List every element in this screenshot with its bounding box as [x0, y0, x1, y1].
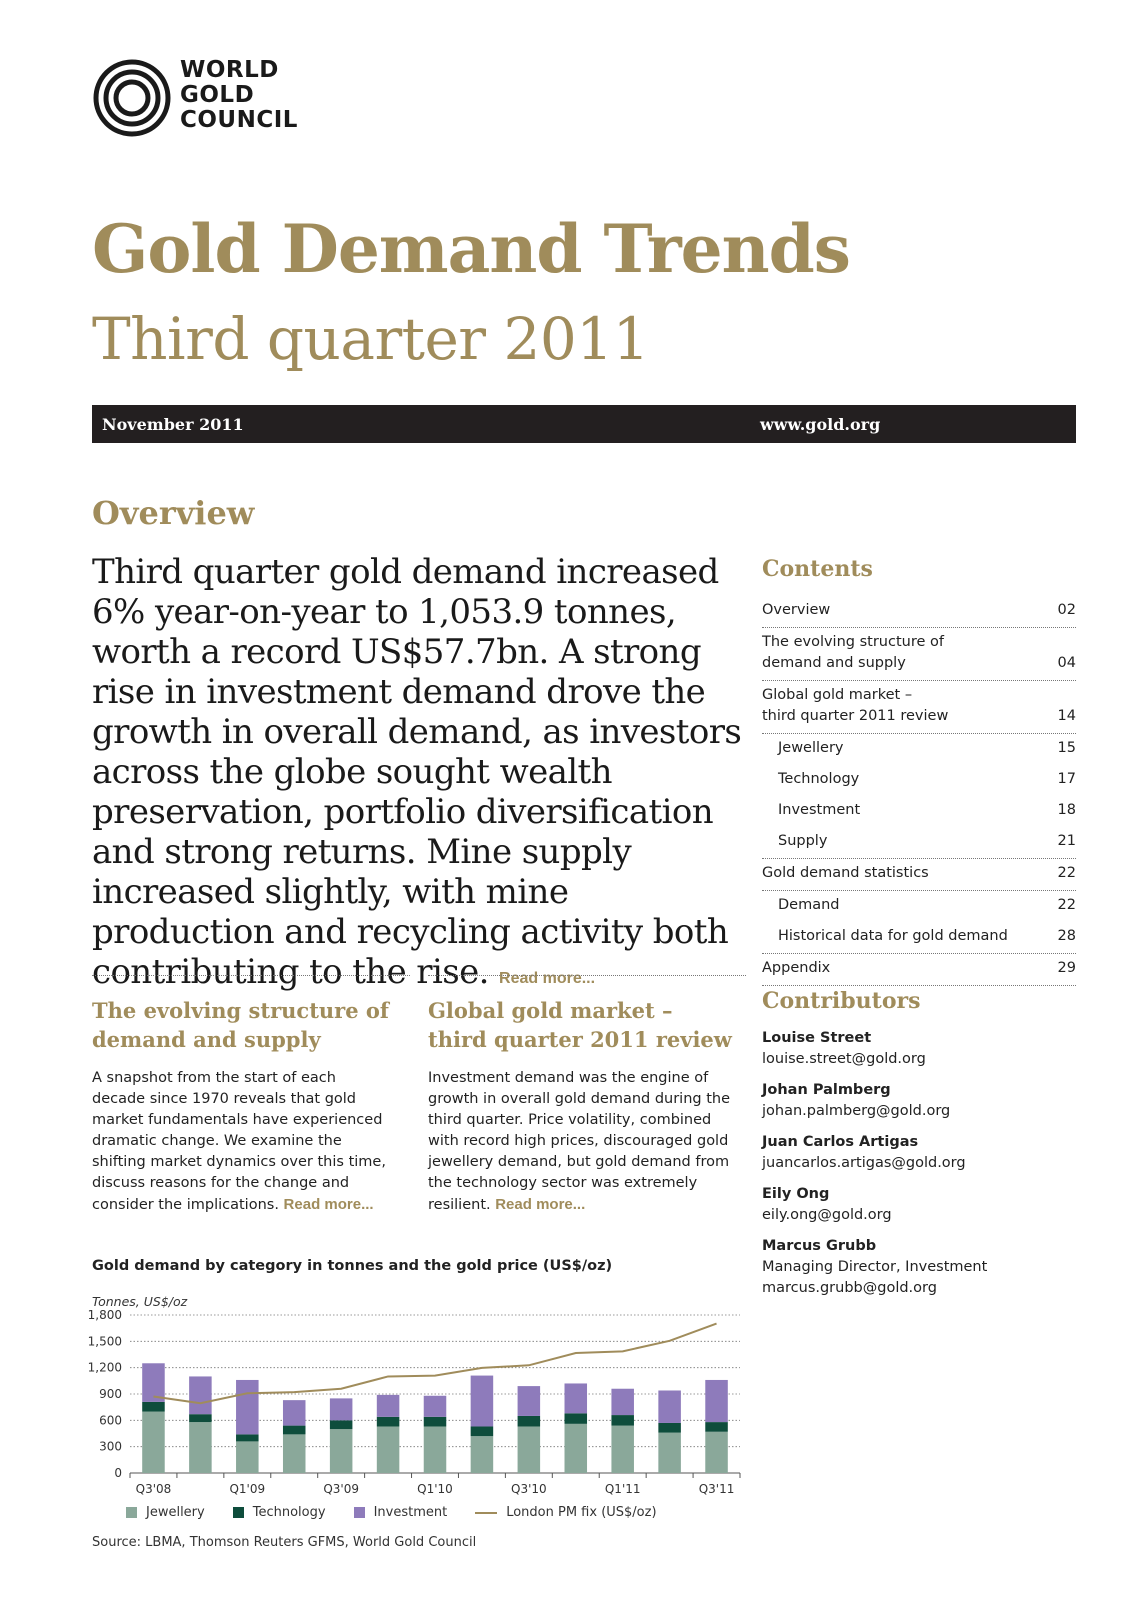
toc-item[interactable] — [762, 628, 1076, 681]
toc-page-number: 14 — [1057, 708, 1076, 724]
toc-item-label — [762, 632, 1076, 674]
x-tick-label: Q1'10 — [417, 1482, 453, 1496]
bar-technology — [658, 1423, 681, 1433]
contributor — [762, 1080, 1082, 1122]
bar-investment — [705, 1380, 728, 1422]
bar-jewellery — [142, 1412, 165, 1473]
bar-investment — [565, 1383, 588, 1413]
toc-label-line: Historical data for gold demand — [778, 928, 1008, 944]
legend-swatch-technology — [233, 1507, 244, 1518]
legend-jewellery — [126, 1505, 205, 1520]
toc-page-number: 02 — [1057, 602, 1076, 618]
date-bar — [92, 405, 1076, 443]
toc-item-label — [762, 831, 1076, 852]
toc-label-line: The evolving structure of — [762, 634, 944, 650]
heading-line: Global gold market – — [428, 998, 673, 1023]
contributor — [762, 1028, 1082, 1070]
toc-item-label — [762, 958, 1076, 979]
contributor-name: Eily Ong — [762, 1186, 830, 1202]
bar-technology — [189, 1414, 212, 1422]
bar-investment — [142, 1363, 165, 1402]
bar-technology — [705, 1422, 728, 1432]
legend-label: Technology — [252, 1505, 326, 1520]
bar-technology — [518, 1416, 541, 1427]
x-tick-label: Q1'11 — [604, 1482, 641, 1496]
divider-left — [92, 975, 410, 976]
contributor-role: Managing Director, Investment — [762, 1259, 988, 1275]
section-global-review — [428, 996, 746, 1216]
contributor — [762, 1132, 1082, 1174]
divider-right — [428, 975, 746, 976]
logo-wordmark — [180, 58, 298, 133]
bar-investment — [518, 1386, 541, 1416]
toc-label-line: Jewellery — [778, 740, 844, 756]
bar-investment — [658, 1390, 681, 1422]
contributor-name: Louise Street — [762, 1030, 872, 1046]
legend-technology — [233, 1505, 326, 1520]
toc-page-number: 29 — [1057, 960, 1076, 976]
contributor-name: Johan Palmberg — [762, 1082, 891, 1098]
toc-label-line: Supply — [778, 833, 828, 849]
table-of-contents — [762, 596, 1076, 986]
logo-line-council: COUNCIL — [180, 107, 298, 133]
toc-label-line: Investment — [778, 802, 861, 818]
contributor-email[interactable]: louise.street@gold.org — [762, 1051, 926, 1067]
heading-line: third quarter 2011 review — [428, 1027, 732, 1052]
toc-item[interactable] — [762, 596, 1076, 628]
toc-item[interactable] — [762, 681, 1076, 734]
toc-item-label — [762, 800, 1076, 821]
contributor — [762, 1236, 1082, 1299]
bar-jewellery — [565, 1424, 588, 1473]
bar-investment — [189, 1376, 212, 1414]
chart-legend — [126, 1505, 685, 1520]
toc-item-label — [762, 600, 1076, 621]
x-tick-label: Q3'09 — [323, 1482, 359, 1496]
toc-label-line: Global gold market – — [762, 687, 913, 703]
bar-investment — [283, 1400, 306, 1425]
toc-label-line: Technology — [778, 771, 860, 787]
x-tick-label: Q3'08 — [135, 1482, 172, 1496]
y-tick-label: 600 — [99, 1413, 122, 1428]
legend-label: Jewellery — [146, 1505, 205, 1520]
section-evolving-structure — [92, 996, 410, 1216]
toc-item-label — [762, 895, 1076, 916]
contributors-list — [762, 1028, 1082, 1309]
contributor-email[interactable]: eily.ong@gold.org — [762, 1207, 892, 1223]
toc-page-number: 04 — [1057, 655, 1076, 671]
toc-label-line: Overview — [762, 602, 831, 618]
bar-technology — [377, 1417, 400, 1427]
toc-page-number: 15 — [1057, 740, 1076, 756]
toc-label-line: Appendix — [762, 960, 831, 976]
heading-line: The evolving structure of — [92, 998, 389, 1023]
bar-jewellery — [377, 1426, 400, 1473]
toc-item-label — [762, 926, 1076, 947]
bar-investment — [611, 1389, 634, 1415]
publication-date: November 2011 — [102, 415, 244, 434]
report-subtitle: Third quarter 2011 — [92, 305, 650, 373]
y-tick-label: 1,200 — [87, 1360, 122, 1375]
legend-price-line — [475, 1505, 656, 1520]
bar-jewellery — [705, 1432, 728, 1473]
evolving-structure-read-more-link[interactable]: Read more... — [283, 1196, 374, 1213]
legend-label: London PM fix (US$/oz) — [506, 1505, 657, 1520]
body-text: A snapshot from the start of each decade since 1970 reveals that gold market fundamentals have experienced dramatic change. We examine the shifting market dynamics over this time, discuss reasons for the change and consider the implications. — [92, 1070, 386, 1213]
contributor-name: Juan Carlos Artigas — [762, 1134, 919, 1150]
toc-page-number: 17 — [1057, 771, 1076, 787]
bar-jewellery — [518, 1426, 541, 1473]
bar-jewellery — [236, 1441, 259, 1473]
x-tick-label: Q3'11 — [698, 1482, 735, 1496]
bar-jewellery — [330, 1429, 353, 1473]
contributor — [762, 1184, 1082, 1226]
logo-line-world: WORLD — [180, 57, 279, 83]
bar-jewellery — [658, 1433, 681, 1473]
bar-investment — [471, 1376, 494, 1427]
bar-technology — [236, 1434, 259, 1441]
section-global-review-body — [428, 1068, 734, 1216]
bar-jewellery — [424, 1426, 447, 1473]
toc-label-line: Gold demand statistics — [762, 865, 929, 881]
contents-heading: Contents — [762, 556, 873, 582]
overview-lead — [92, 552, 752, 999]
section-global-review-heading — [428, 996, 746, 1054]
section-evolving-structure-heading — [92, 996, 410, 1054]
chart-source: Source: LBMA, Thomson Reuters GFMS, World Gold Council — [92, 1535, 477, 1550]
y-tick-label: 300 — [99, 1439, 122, 1454]
bar-technology — [283, 1426, 306, 1435]
x-tick-label: Q3'10 — [511, 1482, 547, 1496]
legend-swatch-jewellery — [126, 1507, 137, 1518]
bar-technology — [330, 1420, 353, 1429]
toc-item-label — [762, 738, 1076, 759]
logo-line-gold: GOLD — [180, 82, 255, 108]
legend-investment — [354, 1505, 448, 1520]
toc-label-line: Demand — [778, 897, 840, 913]
chart-title: Gold demand by category in tonnes and the gold price (US$/oz) — [92, 1258, 613, 1274]
gold-demand-chart — [80, 1305, 750, 1505]
toc-item[interactable] — [762, 922, 1076, 954]
bar-jewellery — [611, 1426, 634, 1473]
toc-page-number: 18 — [1057, 802, 1076, 818]
bar-jewellery — [283, 1434, 306, 1473]
y-tick-label: 1,500 — [87, 1334, 122, 1349]
body-text: Investment demand was the engine of growth in overall gold demand during the third quarter. Price volatility, combined with record high prices, discouraged gold jewellery demand, but gold demand from the technology sector was extremely resilient. — [428, 1070, 731, 1213]
y-tick-label: 900 — [99, 1387, 122, 1401]
report-title: Gold Demand Trends — [92, 210, 850, 288]
toc-item[interactable] — [762, 954, 1076, 986]
toc-page-number: 28 — [1057, 928, 1076, 944]
bar-investment — [330, 1398, 353, 1420]
contributor-email[interactable]: marcus.grubb@gold.org — [762, 1280, 937, 1296]
toc-label-line: third quarter 2011 review — [762, 708, 949, 724]
bar-investment — [236, 1380, 259, 1434]
y-tick-label: 0 — [114, 1466, 122, 1480]
heading-line: demand and supply — [92, 1027, 321, 1052]
contributor-email[interactable]: johan.palmberg@gold.org — [762, 1103, 951, 1119]
toc-item[interactable] — [762, 859, 1076, 891]
bar-technology — [565, 1413, 588, 1424]
contributor-name: Marcus Grubb — [762, 1238, 877, 1254]
toc-page-number: 22 — [1057, 897, 1076, 913]
toc-page-number: 21 — [1057, 833, 1076, 849]
toc-item[interactable] — [762, 765, 1076, 796]
bar-technology — [611, 1415, 634, 1426]
bar-investment — [377, 1395, 400, 1417]
section-evolving-structure-body — [92, 1068, 392, 1216]
bar-jewellery — [471, 1436, 494, 1473]
website-link[interactable]: www.gold.org — [760, 415, 881, 434]
toc-item-label — [762, 863, 1076, 884]
legend-swatch-investment — [354, 1507, 365, 1518]
world-gold-council-logo-icon — [92, 58, 172, 138]
bar-investment — [424, 1396, 447, 1417]
bar-technology — [471, 1426, 494, 1436]
toc-item[interactable] — [762, 734, 1076, 765]
bar-technology — [424, 1417, 447, 1427]
bar-jewellery — [189, 1422, 212, 1473]
toc-item-label — [762, 685, 1076, 727]
toc-item-label — [762, 769, 1076, 790]
contributor-email[interactable]: juancarlos.artigas@gold.org — [762, 1155, 966, 1171]
toc-item[interactable] — [762, 796, 1076, 827]
chart-units-label: Tonnes, US$/oz — [92, 1294, 188, 1309]
global-review-read-more-link[interactable]: Read more... — [495, 1196, 586, 1213]
contributors-heading: Contributors — [762, 988, 921, 1014]
bar-technology — [142, 1402, 165, 1412]
overview-lead-text: Third quarter gold demand increased 6% year-on-year to 1,053.9 tonnes, worth a record US$57.7bn. A strong rise in investment demand drove the growth in overall demand, as investors across the globe sought wealth preservation, portfolio diversification and strong returns. Mine supply increased slightly, with mine production and recycling activity both contributing to the rise. — [92, 552, 742, 992]
x-tick-label: Q1'09 — [229, 1482, 266, 1496]
toc-page-number: 22 — [1057, 865, 1076, 881]
toc-label-line: demand and supply — [762, 655, 906, 671]
legend-line-swatch — [475, 1512, 497, 1514]
toc-item[interactable] — [762, 827, 1076, 859]
toc-item[interactable] — [762, 891, 1076, 922]
y-tick-label: 1,800 — [87, 1308, 122, 1322]
overview-heading: Overview — [92, 494, 255, 532]
overview-read-more-link[interactable]: Read more... — [499, 970, 596, 987]
legend-label: Investment — [373, 1505, 448, 1520]
